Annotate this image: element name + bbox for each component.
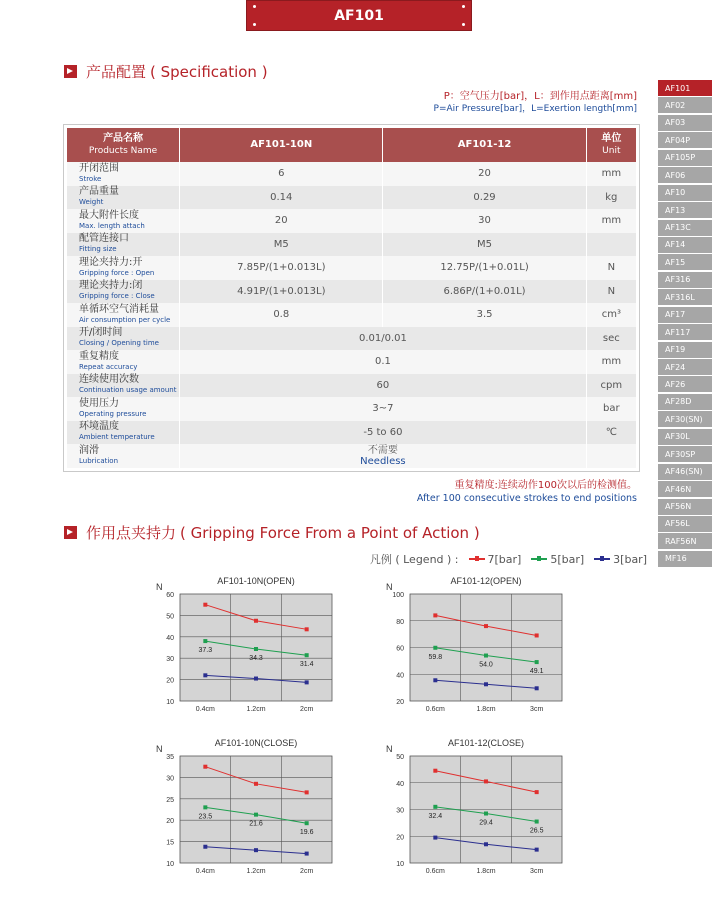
data-label: 21.6 [249, 820, 263, 828]
spec-row-name-en: Weight [79, 198, 104, 207]
spec-row-name-en: Stroke [79, 174, 102, 183]
data-point [535, 790, 539, 794]
spec-section-heading [64, 61, 268, 82]
y-tick-label: 100 [392, 592, 404, 599]
legend-item [531, 553, 584, 566]
spec-header-row [67, 128, 636, 162]
spec-row [67, 186, 636, 210]
legend-swatch-icon [531, 558, 547, 560]
data-point [305, 821, 309, 825]
spec-row-unit: mm [586, 350, 636, 374]
header-unit [586, 128, 636, 162]
data-label: 32.4 [428, 812, 443, 820]
y-tick-label: 80 [396, 618, 404, 626]
spec-row [67, 327, 636, 351]
data-point [484, 779, 488, 783]
spec-row-value-model-2: M5 [383, 233, 586, 257]
spec-row [67, 303, 636, 327]
data-point [254, 647, 258, 651]
spec-row-name-zh: 理论夹持力:开 [79, 256, 143, 268]
data-point [305, 653, 309, 657]
y-tick-label: 20 [396, 699, 404, 706]
spec-row [67, 421, 636, 445]
sidebar-item[interactable]: RAF56N [658, 533, 712, 549]
legend-swatch-icon [594, 558, 610, 560]
page-title: AF101 [334, 7, 384, 24]
chart-title: AF101-12(CLOSE) [447, 738, 525, 748]
legend-item [469, 553, 522, 566]
data-point [433, 836, 437, 840]
spec-row-value-model-1: 0.14 [180, 186, 383, 210]
spec-row-value-model-1: 7.85P/(1+0.013L) [180, 256, 383, 280]
data-point [433, 769, 437, 773]
sidebar-item[interactable]: AF46(SN) [658, 464, 712, 480]
spec-row-name-zh: 环境温度 [79, 421, 119, 433]
data-point [305, 680, 309, 684]
spec-row [67, 444, 636, 468]
spec-note-en: P=Air Pressure[bar]，L=Exertion length[mm] [433, 104, 637, 114]
data-point [484, 842, 488, 846]
sidebar-item[interactable]: AF02 [658, 97, 712, 113]
spec-row-name-en: Gripping force : Open [79, 268, 155, 277]
spec-row-name-en: Continuation usage amount [79, 386, 177, 395]
spec-row-name-en: Air consumption per cycle [79, 315, 171, 324]
spec-row-name-en: Lubrication [79, 456, 119, 465]
spec-title-zh: 产品配置 [86, 63, 147, 81]
corner-dot [462, 23, 465, 26]
chart-title: AF101-10N(OPEN) [217, 576, 295, 586]
data-point [484, 624, 488, 628]
data-point [203, 673, 207, 677]
spec-row-value-model-1: M5 [180, 233, 383, 257]
data-point [254, 619, 258, 623]
spec-row-shared-value [180, 444, 587, 468]
chart-10n-close-svg [152, 736, 342, 878]
data-label: 54.0 [479, 661, 493, 669]
chart-title: AF101-10N(CLOSE) [214, 738, 298, 748]
repeat-note [417, 479, 637, 505]
spec-row-name-zh: 使用压力 [79, 397, 119, 409]
repeat-note-zh: 重复精度:连续动作100次以后的检测值。 [454, 480, 637, 491]
spec-row-unit [586, 444, 636, 468]
data-point [203, 765, 207, 769]
header-model-2: AF101-12 [383, 128, 586, 162]
data-point [254, 677, 258, 681]
sidebar-item[interactable]: AF30SP [658, 446, 712, 462]
spec-note [434, 90, 637, 116]
y-tick-label: 10 [166, 861, 174, 868]
spec-row-name [67, 209, 180, 233]
spec-row [67, 280, 636, 304]
data-point [203, 639, 207, 643]
sidebar-item[interactable]: AF316 [658, 272, 712, 288]
chart-12-close-svg [382, 736, 572, 878]
y-tick-label: 25 [166, 796, 174, 804]
sidebar-item[interactable]: AF28D [658, 394, 712, 410]
data-point [535, 820, 539, 824]
spec-row-unit: cm³ [586, 303, 636, 327]
sidebar-item[interactable]: AF30(SN) [658, 411, 712, 427]
chart-12-close [382, 736, 572, 878]
spec-row-unit: sec [586, 327, 636, 351]
spec-row-name-zh: 理论夹持力:闭 [79, 280, 143, 292]
spec-row-name-zh: 产品重量 [79, 186, 119, 198]
y-tick-label: 10 [396, 861, 404, 868]
chart-12-open-svg [382, 574, 572, 716]
spec-row-unit: kg [586, 186, 636, 210]
spec-row-value-model-1: 20 [180, 209, 383, 233]
spec-row-name [67, 280, 180, 304]
data-point [535, 848, 539, 852]
spec-note-zh: P：空气压力[bar]，L：到作用点距离[mm] [443, 91, 637, 102]
data-point [535, 660, 539, 664]
spec-row-value-model-1: 0.8 [180, 303, 383, 327]
spec-row-unit [586, 233, 636, 257]
header-name-zh: 产品名称 [103, 133, 144, 144]
repeat-note-en: After 100 consecutive strokes to end positions [416, 493, 637, 504]
spec-row-name-en: Ambient temperature [79, 433, 155, 442]
y-axis-label: N [386, 744, 393, 754]
legend-item-label: 5[bar] [550, 552, 585, 566]
spec-row-value-model-2: 20 [383, 162, 586, 186]
sidebar-item[interactable]: MF16 [658, 551, 712, 567]
legend-swatch-icon [469, 558, 485, 560]
x-tick-label: 3cm [530, 706, 544, 713]
plot-area [180, 756, 332, 863]
spec-row-name-en: Operating pressure [79, 409, 147, 418]
spec-row-name [67, 350, 180, 374]
y-tick-label: 50 [166, 613, 174, 621]
spec-row-name-en: Closing / Opening time [79, 339, 159, 348]
data-point [254, 782, 258, 786]
data-label: 23.5 [198, 813, 213, 821]
y-tick-label: 20 [396, 834, 404, 842]
spec-row-name [67, 303, 180, 327]
product-sidebar [658, 80, 712, 568]
spec-row [67, 374, 636, 398]
spec-row-name-zh: 重复精度 [79, 350, 119, 362]
spec-row-name-zh: 开/闭时间 [79, 327, 123, 339]
sidebar-item[interactable]: AF15 [658, 254, 712, 270]
spec-row-name-zh: 开闭范围 [79, 162, 119, 174]
data-point [433, 805, 437, 809]
sidebar-item[interactable]: AF56L [658, 516, 712, 532]
x-tick-label: 0.4cm [195, 706, 215, 713]
spec-row-unit: mm [586, 162, 636, 186]
force-title-zh: 作用点夹持力 [86, 524, 177, 542]
sidebar-item[interactable]: AF06 [658, 167, 712, 183]
data-point [203, 845, 207, 849]
x-tick-label: 2cm [300, 868, 314, 875]
y-axis-label: N [156, 582, 163, 592]
spec-row-shared-value: 0.01/0.01 [180, 327, 587, 351]
spec-row-value-model-2: 3.5 [383, 303, 586, 327]
spec-row-name [67, 327, 180, 351]
data-point [433, 678, 437, 682]
spec-row-name [67, 397, 180, 421]
spec-row [67, 350, 636, 374]
data-point [305, 852, 309, 856]
spec-table [67, 128, 636, 468]
sidebar-item[interactable]: AF105P [658, 150, 712, 166]
y-tick-label: 20 [166, 818, 174, 826]
spec-row-name-zh: 配管连接口 [79, 233, 129, 245]
spec-row-shared-value: 3~7 [180, 397, 587, 421]
y-tick-label: 30 [166, 656, 174, 664]
header-name-en: Products Name [88, 146, 158, 156]
y-axis-label: N [156, 744, 163, 754]
spec-row-value-model-2: 0.29 [383, 186, 586, 210]
y-tick-label: 50 [396, 754, 404, 761]
data-label: 29.4 [479, 819, 493, 827]
x-tick-label: 0.6cm [425, 706, 445, 713]
spec-value-zh: 不需要 [367, 444, 398, 456]
spec-title-en: ( Specification ) [150, 62, 268, 81]
legend-label: 凡例 ( Legend ) : [369, 553, 459, 566]
y-tick-label: 40 [166, 634, 174, 642]
corner-dot [253, 23, 256, 26]
spec-row-name-zh: 最大附件长度 [79, 209, 139, 221]
data-label: 59.8 [428, 653, 443, 661]
chart-title: AF101-12(OPEN) [450, 576, 522, 586]
x-tick-label: 2cm [300, 706, 314, 713]
play-bullet-icon [64, 526, 77, 539]
spec-row-name [67, 421, 180, 445]
x-tick-label: 1.8cm [476, 868, 496, 875]
sidebar-item[interactable]: AF101 [658, 80, 712, 96]
data-point [203, 603, 207, 607]
x-tick-label: 0.4cm [195, 868, 215, 875]
x-tick-label: 0.6cm [425, 868, 445, 875]
spec-row-name [67, 162, 180, 186]
sidebar-item[interactable]: AF46N [658, 481, 712, 497]
y-tick-label: 35 [166, 754, 174, 761]
spec-row-value-model-1: 6 [180, 162, 383, 186]
y-tick-label: 15 [166, 839, 174, 847]
sidebar-item[interactable]: AF56N [658, 499, 712, 515]
y-tick-label: 60 [166, 592, 174, 599]
x-tick-label: 1.2cm [246, 706, 266, 713]
data-label: 19.6 [299, 829, 314, 837]
spec-row [67, 162, 636, 186]
x-tick-label: 3cm [530, 868, 544, 875]
play-bullet-icon [64, 65, 77, 78]
spec-row-name-en: Gripping force : Close [79, 292, 155, 301]
spec-row-name-zh: 连续使用次数 [79, 374, 139, 386]
spec-row-shared-value: 60 [180, 374, 587, 398]
spec-row-name-zh: 润滑 [79, 444, 99, 456]
header-unit-zh: 单位 [601, 133, 622, 144]
spec-row-shared-value: -5 to 60 [180, 421, 587, 445]
spec-row-unit: N [586, 280, 636, 304]
chart-10n-open [152, 574, 342, 716]
sidebar-item[interactable]: AF10 [658, 185, 712, 201]
data-label: 37.3 [198, 647, 213, 655]
spec-row-shared-value: 0.1 [180, 350, 587, 374]
spec-row-name-en: Max. length attach [79, 221, 145, 230]
spec-row [67, 256, 636, 280]
data-point [535, 633, 539, 637]
spec-value-en: Needless [360, 455, 406, 467]
data-point [203, 805, 207, 809]
sidebar-item[interactable]: AF17 [658, 307, 712, 323]
force-title-en: ( Gripping Force From a Point of Action ) [180, 523, 480, 542]
data-point [484, 682, 488, 686]
y-tick-label: 30 [396, 807, 404, 815]
sidebar-item[interactable]: AF13C [658, 220, 712, 236]
sidebar-item[interactable]: AF04P [658, 132, 712, 148]
legend-item-label: 3[bar] [613, 552, 647, 566]
data-point [484, 812, 488, 816]
data-point [305, 627, 309, 631]
sidebar-item[interactable]: AF13 [658, 202, 712, 218]
y-tick-label: 40 [396, 780, 404, 788]
sidebar-item[interactable]: AF19 [658, 342, 712, 358]
spec-row-value-model-2: 12.75P/(1+0.01L) [383, 256, 586, 280]
sidebar-item[interactable]: AF26 [658, 376, 712, 392]
spec-row-name-zh: 单循环空气消耗量 [79, 303, 159, 315]
corner-dot [462, 5, 465, 8]
data-label: 31.4 [299, 661, 314, 669]
data-point [535, 686, 539, 690]
y-tick-label: 60 [396, 645, 404, 653]
data-point [433, 646, 437, 650]
spec-row-unit: bar [586, 397, 636, 421]
y-tick-label: 40 [396, 672, 404, 680]
data-point [484, 654, 488, 658]
data-point [305, 790, 309, 794]
data-point [433, 613, 437, 617]
sidebar-item[interactable]: AF14 [658, 237, 712, 253]
data-point [254, 813, 258, 817]
chart-10n-open-svg [152, 574, 342, 716]
y-tick-label: 10 [166, 699, 174, 706]
spec-row-name [67, 256, 180, 280]
legend-item [594, 553, 647, 566]
corner-dot [253, 5, 256, 8]
spec-row-unit: N [586, 256, 636, 280]
spec-row [67, 209, 636, 233]
spec-row [67, 397, 636, 421]
page-title-bar [246, 0, 472, 31]
y-axis-label: N [386, 582, 393, 592]
spec-row-unit: ℃ [586, 421, 636, 445]
sidebar-item[interactable]: AF03 [658, 115, 712, 131]
spec-row-name-en: Repeat accuracy [79, 362, 138, 371]
spec-row-unit: cpm [586, 374, 636, 398]
spec-row-name [67, 233, 180, 257]
sidebar-item[interactable]: AF24 [658, 359, 712, 375]
spec-row-name [67, 186, 180, 210]
sidebar-item[interactable]: AF316L [658, 289, 712, 305]
x-tick-label: 1.8cm [476, 706, 496, 713]
header-unit-en: Unit [602, 146, 621, 156]
spec-row-name-en: Fitting size [79, 245, 117, 254]
spec-row-value-model-1: 4.91P/(1+0.013L) [180, 280, 383, 304]
data-point [254, 848, 258, 852]
y-tick-label: 30 [166, 775, 174, 783]
sidebar-item[interactable]: AF117 [658, 324, 712, 340]
spec-row [67, 233, 636, 257]
header-name [67, 128, 180, 162]
y-tick-label: 20 [166, 677, 174, 685]
spec-row-unit: mm [586, 209, 636, 233]
data-label: 34.3 [249, 654, 263, 662]
chart-10n-close [152, 736, 342, 878]
header-model-1: AF101-10N [180, 128, 383, 162]
legend-item-label: 7[bar] [487, 552, 522, 566]
data-label: 26.5 [529, 827, 544, 835]
sidebar-item[interactable]: AF30L [658, 429, 712, 445]
spec-row-name [67, 374, 180, 398]
spec-row-name [67, 444, 180, 468]
spec-row-value-model-2: 30 [383, 209, 586, 233]
x-tick-label: 1.2cm [246, 868, 266, 875]
spec-row-value-model-2: 6.86P/(1+0.01L) [383, 280, 586, 304]
chart-legend [370, 551, 647, 567]
spec-table-box [63, 124, 640, 472]
force-section-heading [64, 522, 480, 543]
chart-12-open [382, 574, 572, 716]
data-label: 49.1 [529, 668, 544, 676]
